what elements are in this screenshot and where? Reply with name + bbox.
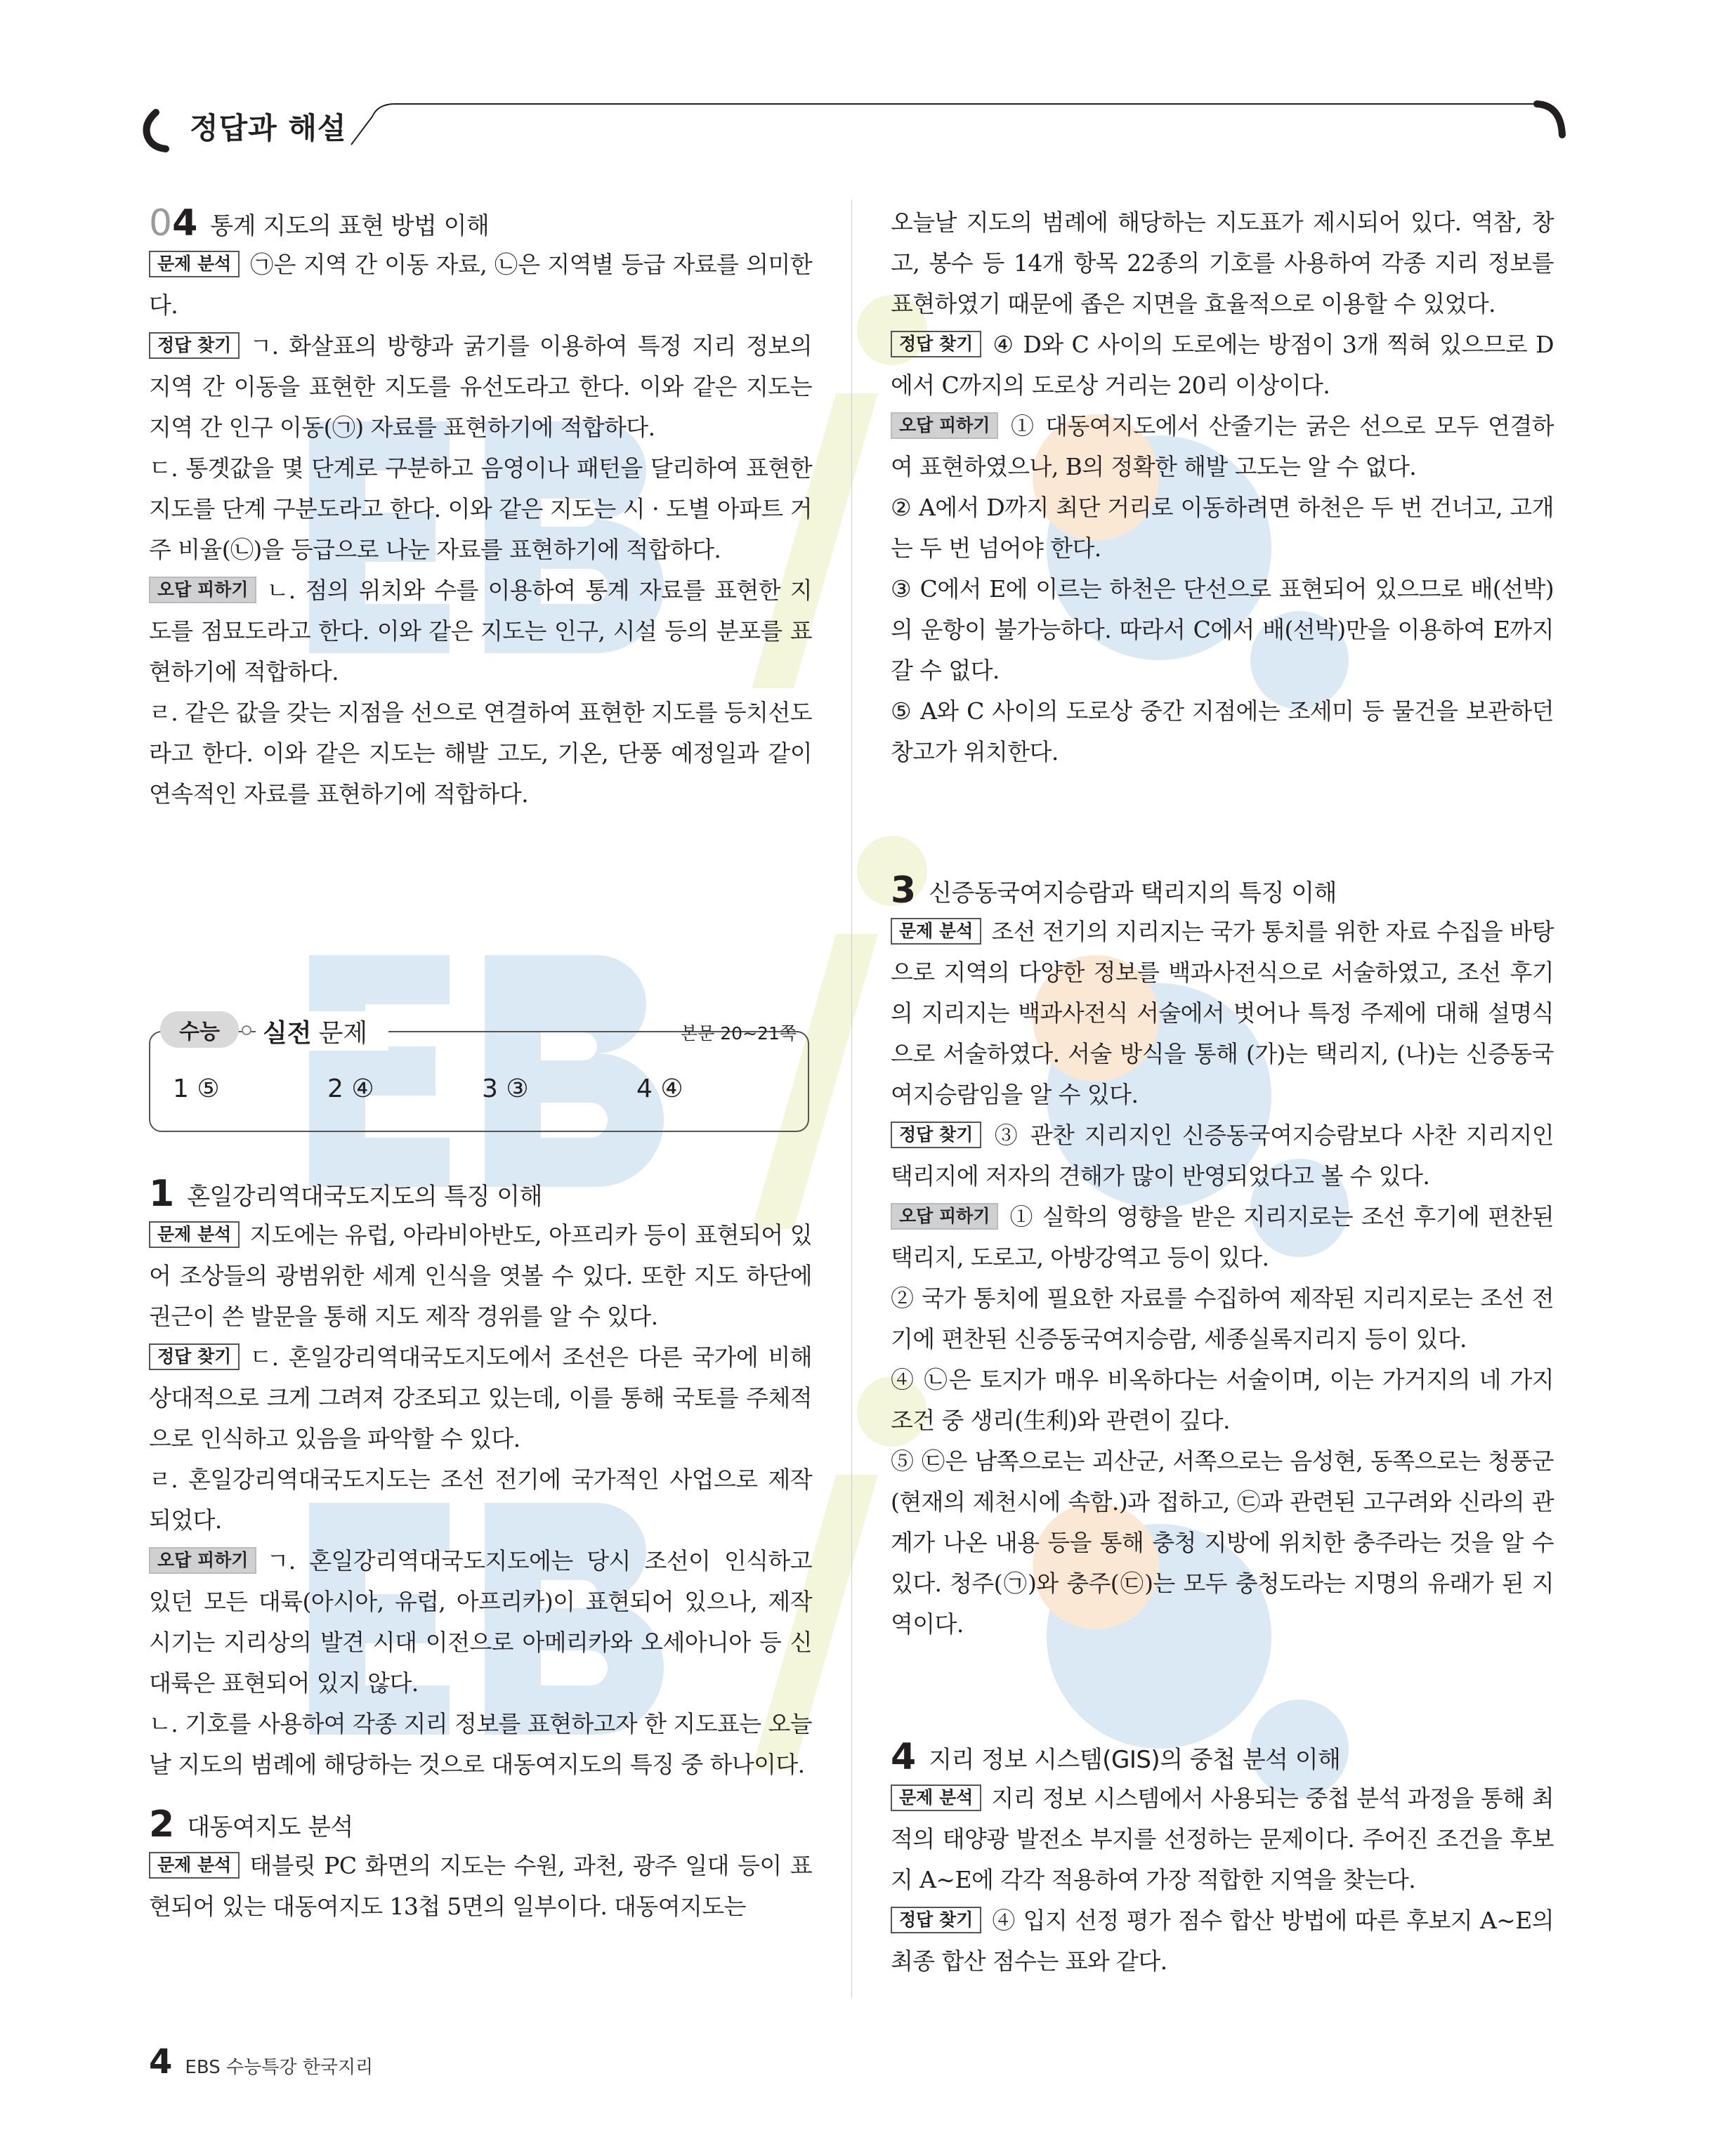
section-heading bbox=[891, 1736, 1554, 1778]
paragraph-text: ④ 입지 선정 평가 점수 합산 방법에 따른 후보지 A∼E의 최종 합산 점수는 표와 같다. bbox=[891, 1907, 1554, 1975]
section-tag: 정답 찾기 bbox=[149, 332, 240, 359]
section-tag: 문제 분석 bbox=[149, 1221, 240, 1248]
paragraph bbox=[891, 691, 1554, 773]
csat-label: 수능 bbox=[160, 1011, 239, 1048]
question-number bbox=[891, 869, 916, 912]
paragraph-text: ① 실학의 영향을 받은 지리지로는 조선 후기에 편찬된 택리지, 도로고, 아방강역고 등이 있다. bbox=[891, 1203, 1554, 1271]
paragraph-text: ⑤ A와 C 사이의 도로상 중간 지점에는 조세미 등 물건을 보관하던 창고가 위치한다. bbox=[891, 697, 1554, 765]
paragraph bbox=[891, 569, 1554, 691]
answer-section bbox=[891, 1736, 1554, 1982]
section-title: 지리 정보 시스템(GIS)의 중첩 분석 이해 bbox=[929, 1745, 1341, 1774]
paragraph-text: ㄷ. 혼일강리역대국도지도에서 조선은 다른 국가에 비해 상대적으로 크게 그려져 강조되고 있는데, 이를 통해 국토를 주체적으로 인식하고 있음을 파악할 수 있다. bbox=[149, 1343, 812, 1452]
paragraph-text: 오늘날 지도의 범례에 해당하는 지도표가 제시되어 있다. 역참, 창고, 봉수 등 14개 항목 22종의 기호를 사용하여 각종 지리 정보를 표현하였기 때문에 좁은 지면을 효율적으로 이용할 수 있었다. bbox=[891, 209, 1554, 317]
section-tag: 오답 피하기 bbox=[891, 1203, 998, 1230]
section-title: 혼일강리역대국도지도의 특징 이해 bbox=[187, 1182, 542, 1211]
section-title: 통계 지도의 표현 방법 이해 bbox=[210, 211, 490, 240]
paragraph bbox=[149, 1846, 812, 1927]
paragraph-text: ④ ㉡은 토지가 매우 비옥하다는 서술이며, 이는 가거지의 네 가지 조건 중 생리(生利)와 관련이 깊다. bbox=[891, 1366, 1554, 1434]
question-number-digit: 1 bbox=[149, 1173, 175, 1215]
section-heading bbox=[149, 1803, 812, 1846]
paragraph bbox=[149, 1459, 812, 1541]
paragraph-text: 지리 정보 시스템에서 사용되는 중첩 분석 과정을 통해 최적의 태양광 발전소 부지를 선정하는 문제이다. 주어진 조건을 후보지 A∼E에 각각 적용하여 가장 적합한 지역을 찾는다. bbox=[891, 1784, 1554, 1893]
section-tag: 문제 분석 bbox=[891, 1784, 981, 1811]
csat-dot-icon bbox=[242, 1025, 251, 1035]
page-number: 4 bbox=[149, 2042, 173, 2082]
answer-item: 1 ⑤ bbox=[173, 1074, 220, 1103]
paragraph bbox=[891, 202, 1554, 324]
paragraph bbox=[149, 1541, 812, 1704]
paragraph bbox=[891, 324, 1554, 406]
section-tag: 정답 찾기 bbox=[149, 1343, 240, 1370]
section-tag: 문제 분석 bbox=[891, 918, 981, 945]
paragraph-text: ㄷ. 통곗값을 몇 단계로 구분하고 음영이나 패턴을 달리하여 표현한 지도를 단계 구분도라고 한다. 이와 같은 지도는 시 · 도별 아파트 거주 비율(㉡)을 등급으로 나눈 자료를 표현하기에 적합하다. bbox=[149, 454, 812, 563]
paragraph-text: ② A에서 D까지 최단 거리로 이동하려면 하천은 두 번 건너고, 고개는 두 번 넘어야 한다. bbox=[891, 494, 1554, 562]
page-header bbox=[140, 98, 1566, 155]
paragraph bbox=[149, 570, 812, 692]
section-tag: 정답 찾기 bbox=[891, 1122, 981, 1148]
question-number bbox=[149, 1173, 174, 1215]
answer-item: 3 ③ bbox=[482, 1074, 529, 1103]
right-column bbox=[891, 202, 1554, 1982]
section-heading bbox=[891, 869, 1554, 912]
paragraph bbox=[149, 448, 812, 570]
paragraph-text: ② 국가 통치에 필요한 자료를 수집하여 제작된 지리지로는 조선 전기에 편찬된 신증동국여지승람, 세종실록지리지 등이 있다. bbox=[891, 1284, 1554, 1353]
csat-practice-box bbox=[149, 1011, 809, 1131]
paragraph-text: ③ C에서 E에 이르는 하천은 단선으로 표현되어 있으므로 배(선박)의 운항이 불가능하다. 따라서 C에서 배(선박)만을 이용하여 E까지 갈 수 없다. bbox=[891, 575, 1554, 684]
section-title: 대동여지도 분석 bbox=[187, 1813, 353, 1841]
paragraph-text: ③ 관찬 지리지인 신증동국여지승람보다 사찬 지리지인 택리지에 저자의 견해가 많이 반영되었다고 볼 수 있다. bbox=[891, 1122, 1554, 1190]
csat-title-rest: 문제 bbox=[318, 1018, 368, 1048]
section-tag: 오답 피하기 bbox=[891, 412, 998, 439]
question-number-prefix: 0 bbox=[149, 202, 173, 244]
question-number bbox=[891, 1736, 916, 1778]
section-heading bbox=[149, 1173, 812, 1215]
paragraph-text: 조선 전기의 지리지는 국가 통치를 위한 자료 수집을 바탕으로 지역의 다양한 정보를 백과사전식으로 서술하였고, 조선 후기의 지리지는 백과사전식 서술에서 벗어나 특정 주제에 대해 설명식으로 서술하였다. 서술 방식을 통해 (가)는 택리지, (나)는 신증동국여지승람임을 알 수 있다. bbox=[891, 918, 1554, 1108]
paragraph bbox=[149, 326, 812, 448]
paragraph-text: ㄹ. 혼일강리역대국도지도는 조선 전기에 국가적인 사업으로 제작되었다. bbox=[149, 1466, 812, 1534]
question-number bbox=[149, 202, 197, 244]
paragraph bbox=[891, 487, 1554, 569]
csat-pages: 본문 20∼21쪽 bbox=[681, 1023, 797, 1044]
paragraph-text: ㄱ. 혼일강리역대국도지도에는 당시 조선이 인식하고 있던 모든 대륙(아시아, 유럽, 아프리카)이 표현되어 있으나, 제작 시기는 지리상의 발견 시대 이전으로 아메리카와 오세아니아 등 신대륙은 표현되어 있지 않다. bbox=[149, 1547, 812, 1697]
answer-section bbox=[149, 202, 812, 815]
question-number bbox=[149, 1803, 174, 1846]
answer-item: 4 ④ bbox=[636, 1074, 683, 1103]
paragraph-text: ㄹ. 같은 값을 갖는 지점을 선으로 연결하여 표현한 지도를 등치선도라고 한다. 이와 같은 지도는 해발 고도, 기온, 단풍 예정일과 같이 연속적인 자료를 표현하기에 적합하다. bbox=[149, 699, 812, 808]
section-tag: 오답 피하기 bbox=[149, 1547, 256, 1574]
paragraph-text: ㄴ. 기호를 사용하여 각종 지리 정보를 표현하고자 한 지도표는 오늘날 지도의 범례에 해당하는 것으로 대동여지도의 특징 중 하나이다. bbox=[149, 1710, 812, 1778]
paragraph-text: ㄱ. 화살표의 방향과 굵기를 이용하여 특정 지리 정보의 지역 간 이동을 표현한 지도를 유선도라고 한다. 이와 같은 지도는 지역 간 인구 이동(㉠) 자료를 표현하기에 적합하다. bbox=[149, 332, 812, 441]
header-frame bbox=[140, 98, 1566, 155]
section-tag: 문제 분석 bbox=[149, 251, 240, 277]
section-tag: 정답 찾기 bbox=[891, 1907, 981, 1933]
paragraph bbox=[891, 1115, 1554, 1197]
answer-section bbox=[891, 869, 1554, 1645]
paragraph bbox=[891, 1360, 1554, 1441]
question-number-digit: 4 bbox=[891, 1736, 917, 1778]
section-heading bbox=[149, 202, 812, 244]
left-column-bottom bbox=[149, 1173, 812, 1927]
csat-title-bold: 실전 bbox=[263, 1018, 312, 1048]
answer-item: 2 ④ bbox=[327, 1074, 374, 1103]
paragraph bbox=[149, 1215, 812, 1337]
answer-list bbox=[173, 1074, 791, 1103]
left-column-top bbox=[149, 202, 812, 815]
csat-title bbox=[256, 1011, 388, 1051]
answer-section bbox=[149, 1173, 812, 1785]
paragraph bbox=[149, 1704, 812, 1785]
question-number-digit: 4 bbox=[172, 202, 198, 244]
page-footer bbox=[149, 2042, 373, 2082]
paragraph-text: 태블릿 PC 화면의 지도는 수원, 과천, 광주 일대 등이 표현되어 있는 대동여지도 13첩 5면의 일부이다. 대동여지도는 bbox=[149, 1852, 812, 1920]
paragraph bbox=[891, 406, 1554, 487]
paragraph-text: ① 대동여지도에서 산줄기는 굵은 선으로 모두 연결하여 표현하였으나, B의 정확한 해발 고도는 알 수 없다. bbox=[891, 412, 1554, 480]
question-number-digit: 3 bbox=[891, 869, 917, 912]
paragraph bbox=[149, 1337, 812, 1459]
paragraph-text: ㉠은 지역 간 이동 자료, ㉡은 지역별 등급 자료를 의미한다. bbox=[149, 251, 812, 319]
paragraph bbox=[891, 1197, 1554, 1278]
paragraph-text: 지도에는 유럽, 아라비아반도, 아프리카 등이 표현되어 있어 조상들의 광범위한 세계 인식을 엿볼 수 있다. 또한 지도 하단에 권근이 쓴 발문을 통해 지도 제작 경위를 알 수 있다. bbox=[149, 1221, 812, 1330]
paragraph bbox=[891, 1900, 1554, 1982]
column-divider bbox=[851, 200, 852, 1998]
question-number-digit: 2 bbox=[149, 1803, 175, 1846]
paragraph bbox=[891, 912, 1554, 1115]
paragraph bbox=[149, 244, 812, 326]
section-title: 신증동국여지승람과 택리지의 특징 이해 bbox=[929, 879, 1337, 907]
answer-section bbox=[149, 1803, 812, 1927]
header-title: 정답과 해설 bbox=[190, 111, 347, 145]
section-tag: 오답 피하기 bbox=[149, 577, 256, 603]
paragraph bbox=[149, 692, 812, 815]
paragraph bbox=[891, 1278, 1554, 1360]
paragraph bbox=[891, 1778, 1554, 1900]
paragraph-text: ⑤ ㉢은 남쪽으로는 괴산군, 서쪽으로는 음성현, 동쪽으로는 청풍군(현재의 제천시에 속함.)과 접하고, ㉢과 관련된 고구려와 신라의 관계가 나온 내용 등을 통해 충청 지방에 위치한 충주라는 것을 알 수 있다. 청주(㉠)와 충주(㉢)는 모두 충청도라는 지명의 유래가 된 지역이다. bbox=[891, 1447, 1554, 1638]
paragraph-text: ㄴ. 점의 위치와 수를 이용하여 통계 자료를 표현한 지도를 점묘도라고 한다. 이와 같은 지도는 인구, 시설 등의 분포를 표현하기에 적합하다. bbox=[149, 577, 812, 685]
book-title: EBS 수능특강 한국지리 bbox=[185, 2057, 374, 2078]
paragraph-text: ④ D와 C 사이의 도로에는 방점이 3개 찍혀 있으므로 D에서 C까지의 도로상 거리는 20리 이상이다. bbox=[891, 331, 1554, 399]
paragraph bbox=[891, 1441, 1554, 1645]
section-tag: 정답 찾기 bbox=[891, 331, 981, 357]
section-tag: 문제 분석 bbox=[149, 1852, 240, 1879]
